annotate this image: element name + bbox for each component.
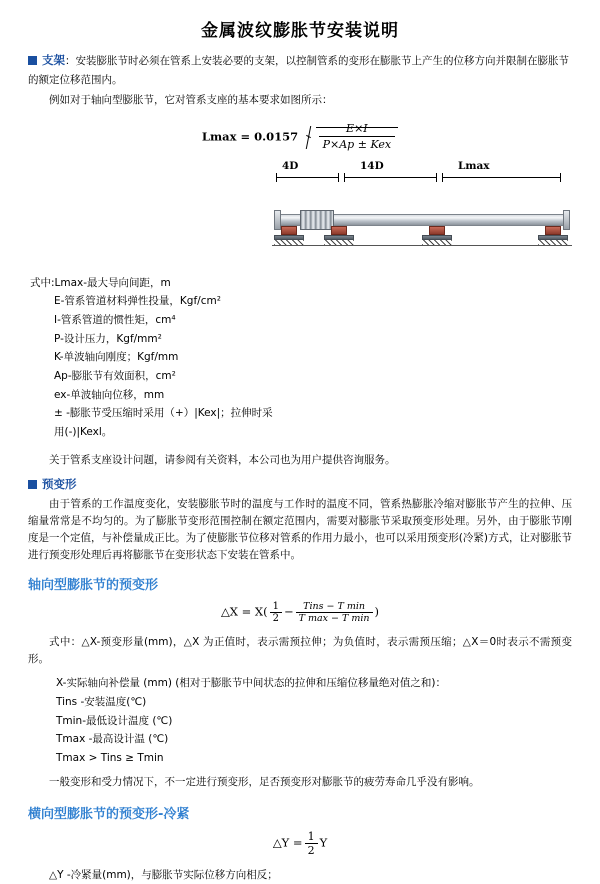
- definition-item: E-管系管道材料弹性投量，Kgf/cm²: [54, 295, 221, 308]
- formula-delta-x-half-den: 2: [272, 613, 279, 625]
- section-heading-bracket-tail: ：安装膨胀节时必须在管系上安装必要的支架，以控制管系的变形在膨胀节上产生的位移方向并限制在膨胀节的额定位移范围内。: [28, 55, 569, 86]
- formula-delta-x-ratio: [294, 601, 375, 624]
- dimension-label-4d: 4D: [282, 159, 299, 172]
- formula-delta-x-ratio-num: Tins − T min: [296, 601, 373, 613]
- formula-lmax-bar: [316, 121, 398, 151]
- defs-and-diagram-row: [28, 160, 572, 448]
- formula-lmax-denominator: P×Ap ± Kex: [322, 137, 392, 151]
- section-heading-bracket: [28, 51, 572, 89]
- formula-delta-y-half-num: 1: [305, 830, 318, 844]
- bracket-intro-paragraph: 例如对于轴向型膨胀节，它对管系支座的基本要求如图所示：: [49, 93, 333, 106]
- dimension-label-14d: 14D: [360, 159, 384, 172]
- formula-delta-x-rhs: ): [374, 604, 380, 619]
- definition-item: X-实际轴向补偿量 (mm) (相对于膨胀节中间状态的拉伸和压缩位移量绝对值之和)：: [56, 677, 446, 690]
- formula-lmax-fraction: [316, 122, 398, 151]
- dimension-tick: [344, 173, 345, 182]
- section-heading-predeform: [28, 475, 572, 493]
- pipe-support: [422, 226, 452, 244]
- formula-lmax-numerator: E×I: [319, 122, 395, 137]
- section-heading-bracket-label: 支架: [42, 53, 65, 67]
- dimension-line-14d: [344, 177, 436, 178]
- page-title: 金属波纹膨胀节安装说明: [201, 21, 399, 41]
- definition-item: Ap-膨胀节有效面积，cm²: [54, 370, 176, 383]
- formula-delta-x-half-num: 1: [270, 601, 282, 613]
- section-heading-predeform-label: 预变形: [42, 476, 77, 491]
- definition-item: P-设计压力，Kgf/mm²: [54, 332, 162, 345]
- dimension-tick: [560, 173, 561, 182]
- lateral-note: △Y -冷紧量(mm)，与膨胀节实际位移方向相反；: [49, 868, 278, 881]
- formula-delta-x-lhs: △X = X(: [220, 604, 268, 619]
- formula-lmax-lhs: Lmax = 0.0157: [201, 129, 299, 144]
- definition-item: I-管系管道的惯性矩，cm⁴: [54, 313, 176, 326]
- subheading-axial-predeform: 轴向型膨胀节的预变形: [28, 578, 159, 594]
- definition-item: Tmin-最低设计温度 (℃): [56, 714, 173, 727]
- formula-lmax-radical: [306, 122, 398, 151]
- support-design-note: 关于管系支座设计问题，请参阅有关资料，本公司也为用户提供咨询服务。: [49, 453, 396, 466]
- formula-delta-y-half-den: 2: [307, 843, 315, 857]
- support-body: [331, 226, 347, 235]
- pipe-support-diagram: [272, 160, 572, 268]
- support-body: [545, 226, 561, 235]
- support-body: [281, 226, 297, 235]
- definition-item: K-单波轴向刚度；Kgf/mm: [54, 351, 179, 364]
- subheading-lateral-predeform: 横向型膨胀节的预变形-冷紧: [28, 806, 190, 822]
- pipe-support: [538, 226, 568, 244]
- formula-delta-y: [28, 830, 572, 857]
- definition-item: ± -膨胀节受压缩时采用（+）|Kex|；拉伸时采用(-)|Kexl。: [54, 407, 273, 439]
- dimension-tick: [276, 173, 277, 182]
- document-page: [0, 16, 600, 881]
- diagram-dimension-labels: [272, 160, 572, 176]
- definition-item: Tins -安装温度(℃): [56, 695, 147, 708]
- definition-item: 式中:Lmax-最大导向间距，m: [30, 276, 171, 289]
- pipe-support: [324, 226, 354, 244]
- support-body: [429, 226, 445, 235]
- dimension-tick: [442, 173, 443, 182]
- dimension-label-lmax: Lmax: [458, 159, 490, 172]
- formula-lmax-inner: [196, 119, 404, 154]
- formula-delta-y-half: [303, 830, 320, 857]
- formula-delta-x: [28, 601, 572, 624]
- dimension-tick: [338, 173, 339, 182]
- definition-item: Tmax > Tins ≥ Tmin: [56, 751, 164, 764]
- blue-square-icon: [28, 480, 37, 489]
- formula-delta-x-ratio-den: T max − T min: [298, 613, 370, 625]
- axial-where-line: 式中：△X-预变形量(mm)，△X 为正值时，表示需预拉伸；为负值时，表示需预压缩；△X＝0时表示不需预变形。: [28, 636, 572, 666]
- definition-item: Tmax -最高设计温 (℃): [56, 733, 169, 746]
- pipe-scene: [272, 188, 572, 262]
- blue-square-icon: [28, 56, 37, 65]
- formula-delta-x-half: [268, 601, 284, 624]
- predeform-paragraph: 由于管系的工作温度变化，安装膨胀节时的温度与工作时的温度不同，管系热膨胀冷缩对膨胀节产生的拉伸、压缩量常常是不均匀的。为了膨胀节变形范围控制在额定范围内，需要对膨胀节采取预变形处理。另外，由于膨胀节刚度是一个定值，与补偿量成正比。为了使膨胀节位移对管系的作用力最小，也可以采用预变形(冷紧)方式，让对膨胀节进行预变形处理后再将膨胀节在变形状态下安装在管系中。: [28, 498, 572, 562]
- axial-note: 一般变形和受力情况下，不一定进行预变形，足否预变形对膨胀节的疲劳寿命几乎没有影响。: [49, 775, 480, 788]
- axial-definition-list: [28, 674, 572, 767]
- definition-item: ex-单波轴向位移，mm: [54, 388, 165, 401]
- formula-lmax: [28, 119, 572, 154]
- pipe-support: [274, 226, 304, 244]
- formula-delta-x-minus: −: [283, 604, 294, 619]
- document-body: [0, 51, 600, 884]
- dimension-tick: [436, 173, 437, 182]
- symbol-definition-list: [28, 274, 280, 442]
- formula-delta-y-lhs: △Y =: [272, 835, 303, 850]
- dimension-line-4d: [276, 177, 338, 178]
- dimension-line-lmax: [442, 177, 560, 178]
- ground-line: [272, 245, 572, 246]
- formula-delta-y-rhs: Y: [319, 835, 328, 850]
